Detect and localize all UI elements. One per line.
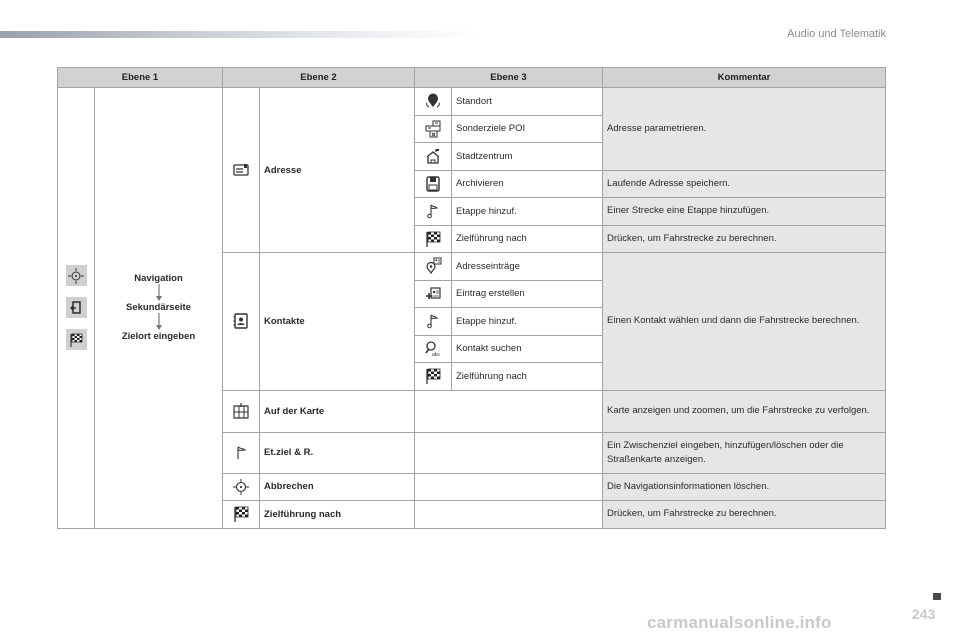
poi-icon <box>415 115 452 143</box>
level3-label: Adresseinträge <box>452 253 603 281</box>
header-comment: Kommentar <box>603 68 886 88</box>
table-row <box>58 88 886 116</box>
comment-cell: Drücken, um Fahrstrecke zu berechnen. <box>603 225 886 253</box>
header-level-1: Ebene 1 <box>58 68 223 88</box>
level2-address-label: Adresse <box>260 88 415 253</box>
comment-cell: Einer Strecke eine Etappe hinzufügen. <box>603 198 886 226</box>
arrow-down-icon <box>155 284 163 302</box>
svg-text:abc: abc <box>432 351 441 358</box>
comment-cell: Adresse parametrieren. <box>603 88 886 171</box>
save-icon <box>415 170 452 198</box>
location-pin-icon <box>415 88 452 116</box>
address-card-icon <box>223 88 260 253</box>
level1-step-navigation: Navigation <box>134 273 183 285</box>
flag-icon <box>415 198 452 226</box>
watermark: carmanualsonline.info <box>647 613 832 632</box>
empty-cell <box>415 432 603 473</box>
level3-label: Zielführung nach <box>452 225 603 253</box>
checkered-flag-icon <box>415 225 452 253</box>
level1-steps-cell <box>95 88 223 529</box>
level3-label: Sonderziele POI <box>452 115 603 143</box>
contacts-icon <box>223 253 260 391</box>
level3-label: Etappe hinzuf. <box>452 198 603 226</box>
level3-label: Etappe hinzuf. <box>452 308 603 336</box>
arrow-down-icon <box>155 313 163 331</box>
flag-icon <box>223 432 260 473</box>
checkered-flag-icon <box>66 329 87 350</box>
level3-label: Kontakt suchen <box>452 335 603 363</box>
empty-cell <box>415 501 603 529</box>
comment-cell: Ein Zwischenziel eingeben, hinzufügen/löschen oder die Straßenkarte anzeigen. <box>603 432 886 473</box>
section-title: Audio und Telematik <box>787 28 886 40</box>
level3-label: Zielführung nach <box>452 363 603 391</box>
crosshair-icon <box>66 265 87 286</box>
flag-icon <box>415 308 452 336</box>
crosshair-icon <box>223 473 260 501</box>
header-level-3: Ebene 3 <box>415 68 603 88</box>
level3-label: Standort <box>452 88 603 116</box>
level1-icons-cell <box>58 88 95 529</box>
level3-label: Eintrag erstellen <box>452 280 603 308</box>
table-header-row <box>58 68 886 88</box>
page-number: 243 <box>912 606 936 622</box>
page-marker <box>933 593 941 600</box>
header-gradient-bar <box>0 31 480 38</box>
menu-page-icon <box>66 297 87 318</box>
level1-step-secondary-page: Sekundärseite <box>126 302 191 314</box>
level1-step-enter-destination: Zielort eingeben <box>121 331 196 343</box>
search-contact-icon <box>415 335 452 363</box>
empty-cell <box>415 473 603 501</box>
comment-cell: Einen Kontakt wählen und dann die Fahrstrecke berechnen. <box>603 253 886 391</box>
level2-guidance-label: Zielführung nach <box>260 501 415 529</box>
level2-contacts-label: Kontakte <box>260 253 415 391</box>
level3-label: Stadtzentrum <box>452 143 603 171</box>
checkered-flag-icon <box>223 501 260 529</box>
comment-cell: Drücken, um Fahrstrecke zu berechnen. <box>603 501 886 529</box>
level2-waypoint-label: Et.ziel & R. <box>260 432 415 473</box>
map-icon <box>223 390 260 432</box>
level3-label: Archivieren <box>452 170 603 198</box>
contact-address-icon <box>415 253 452 281</box>
menu-structure-table <box>57 67 886 529</box>
comment-cell: Die Navigationsinformationen löschen. <box>603 473 886 501</box>
empty-cell <box>415 390 603 432</box>
level2-map-label: Auf der Karte <box>260 390 415 432</box>
create-entry-icon <box>415 280 452 308</box>
comment-cell: Laufende Adresse speichern. <box>603 170 886 198</box>
level2-cancel-label: Abbrechen <box>260 473 415 501</box>
checkered-flag-icon <box>415 363 452 391</box>
city-center-icon <box>415 143 452 171</box>
header-level-2: Ebene 2 <box>223 68 415 88</box>
comment-cell: Karte anzeigen und zoomen, um die Fahrstrecke zu verfolgen. <box>603 390 886 432</box>
